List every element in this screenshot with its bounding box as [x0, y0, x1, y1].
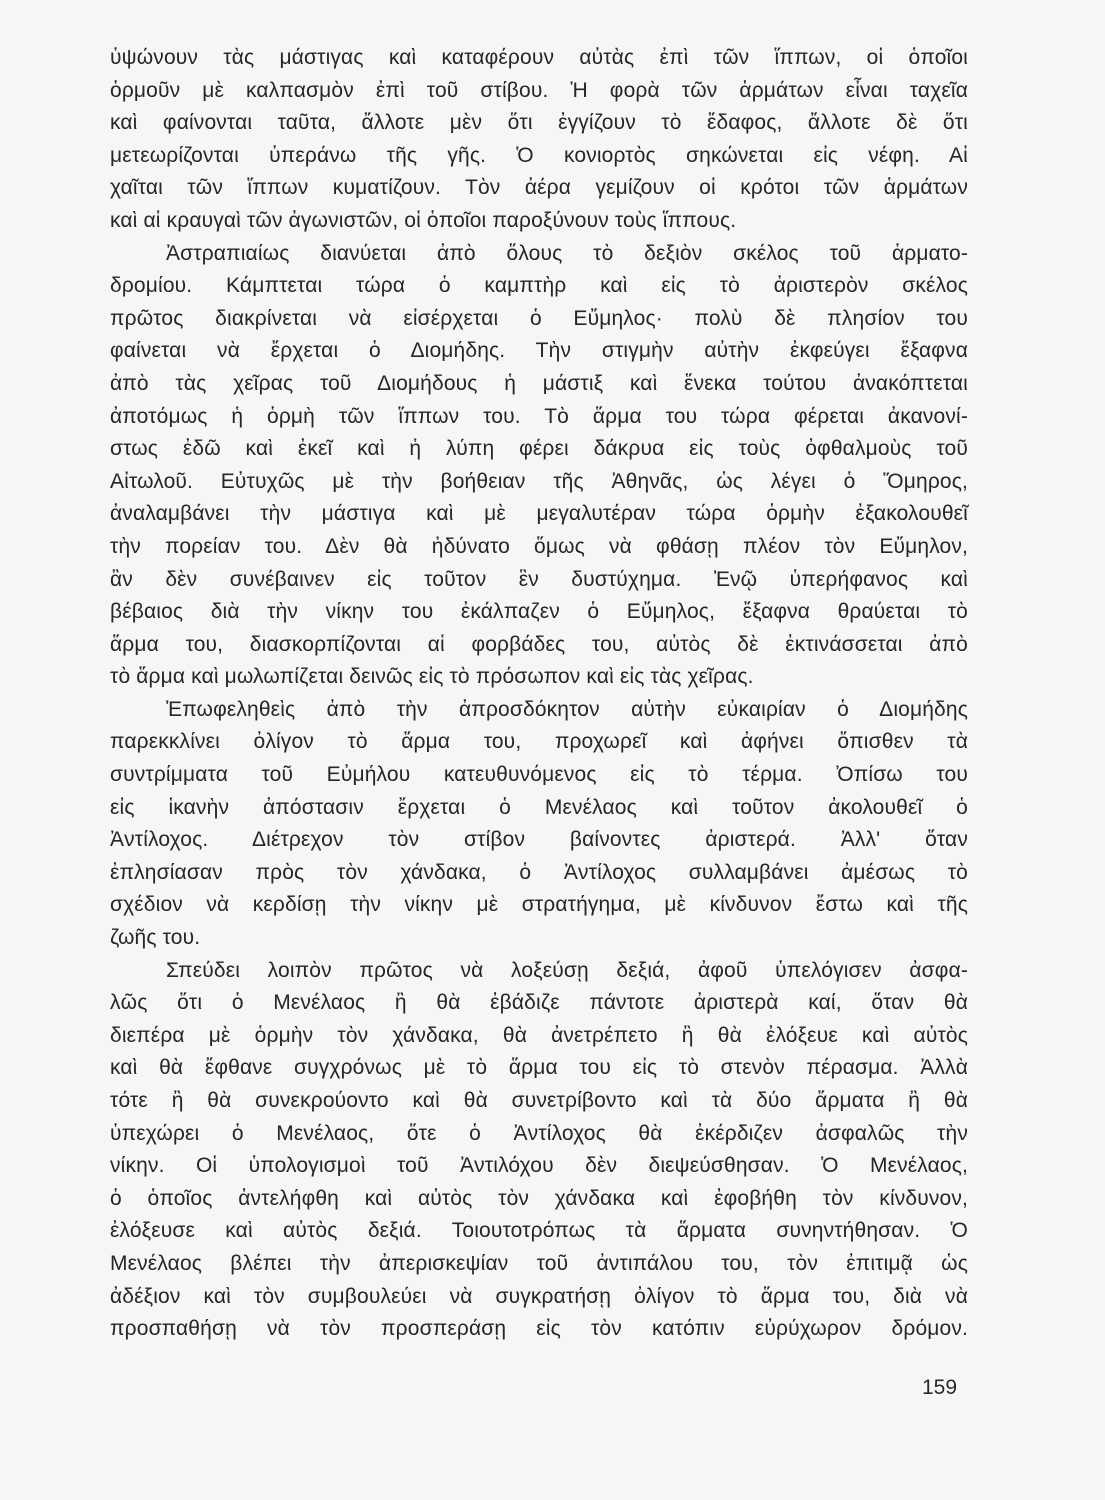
text-line: χαῖται τῶν ἵππων κυματίζουν. Τὸν ἀέρα γεμίζουν οἱ κρότοι τῶν ἁρμάτων [110, 176, 968, 200]
text-line: Αἰτωλοῦ. Εὐτυχῶς μὲ τὴν βοήθειαν τῆς Ἀθηνᾶς, ὡς λέγει ὁ Ὅμηρος, [110, 469, 968, 493]
text-line: συντρίμματα τοῦ Εὐμήλου κατευθυνόμενος εἰς τὸ τέρμα. Ὀπίσω του [110, 763, 968, 787]
text-line: ὑπεχώρει ὁ Μενέλαος, ὅτε ὁ Ἀντίλοχος θὰ ἐκέρδιζεν ἀσφαλῶς τὴν [110, 1121, 968, 1145]
text-line: τὴν πορείαν του. Δὲν θὰ ἠδύνατο ὅμως νὰ φθάσῃ πλέον τὸν Εὔμηλον, [110, 534, 968, 558]
text-line: στως ἐδῶ καὶ ἐκεῖ καὶ ἡ λύπη φέρει δάκρυα εἰς τοὺς ὀφθαλμοὺς τοῦ [110, 437, 968, 461]
text-line: δρομίου. Κάμπτεται τώρα ὁ καμπτὴρ καὶ εἰς τὸ ἀριστερὸν σκέλος [110, 274, 968, 298]
text-line: σχέδιον νὰ κερδίσῃ τὴν νίκην μὲ στρατήγημα, μὲ κίνδυνον ἔστω καὶ τῆς [110, 893, 968, 917]
text-line: παρεκκλίνει ὀλίγον τὸ ἅρμα του, προχωρεῖ καὶ ἀφήνει ὄπισθεν τὰ [110, 730, 968, 754]
text-line: ὁρμοῦν μὲ καλπασμὸν ἐπὶ τοῦ στίβου. Ἡ φορὰ τῶν ἁρμάτων εἶναι ταχεῖα [110, 78, 968, 102]
text-line: Σπεύδει λοιπὸν πρῶτος νὰ λοξεύσῃ δεξιά, ἀφοῦ ὑπελόγισεν ἀσφα- [166, 958, 968, 982]
text-line: τότε ἢ θὰ συνεκρούοντο καὶ θὰ συνετρίβοντο καὶ τὰ δύο ἅρματα ἢ θὰ [110, 1089, 968, 1112]
text-line: ἀπὸ τὰς χεῖρας τοῦ Διομήδους ἡ μάστιξ καὶ ἕνεκα τούτου ἀνακόπτεται [110, 371, 968, 395]
text-line: τὸ ἅρμα καὶ μωλωπίζεται δεινῶς εἰς τὸ πρόσωπον καὶ εἰς τὰς χεῖρας. [110, 665, 754, 689]
text-line: καὶ θὰ ἔφθανε συγχρόνως μὲ τὸ ἅρμα του εἰς τὸ στενὸν πέρασμα. Ἀλλὰ [110, 1056, 968, 1080]
text-line: ἂν δὲν συνέβαινεν εἰς τοῦτον ἓν δυστύχημα. Ἐνῷ ὑπερήφανος καὶ [110, 567, 968, 591]
text-line: διεπέρα μὲ ὁρμὴν τὸν χάνδακα, θὰ ἀνετρέπετο ἢ θὰ ἐλόξευε καὶ αὐτὸς [110, 1023, 968, 1047]
text-line: λῶς ὅτι ὁ Μενέλαος ἢ θὰ ἐβάδιζε πάντοτε ἀριστερὰ καί, ὅταν θὰ [110, 991, 968, 1015]
text-line: Ἀστραπιαίως διανύεται ἀπὸ ὅλους τὸ δεξιὸν σκέλος τοῦ ἁρματο- [166, 241, 968, 265]
text-line: ἀποτόμως ἡ ὁρμὴ τῶν ἵππων του. Τὸ ἅρμα του τώρα φέρεται ἀκανονί- [110, 404, 968, 428]
text-line: ζωῆς του. [110, 926, 201, 950]
text-line: ἐλόξευσε καὶ αὐτὸς δεξιά. Τοιουτοτρόπως τὰ ἅρματα συνηντήθησαν. Ὁ [110, 1219, 968, 1243]
page-number: 159 [922, 1376, 958, 1399]
text-line: νίκην. Οἱ ὑπολογισμοὶ τοῦ Ἀντιλόχου δὲν διεψεύσθησαν. Ὁ Μενέλαος, [110, 1154, 968, 1178]
text-line: ὑψώνουν τὰς μάστιγας καὶ καταφέρουν αὐτὰς ἐπὶ τῶν ἵππων, οἱ ὁποῖοι [110, 46, 968, 69]
text-line: ἐπλησίασαν πρὸς τὸν χάνδακα, ὁ Ἀντίλοχος συλλαμβάνει ἀμέσως τὸ [110, 860, 968, 884]
text-line: ὁ ὁποῖος ἀντελήφθη καὶ αὐτὸς τὸν χάνδακα καὶ ἐφοβήθη τὸν κίνδυνον, [110, 1186, 968, 1210]
text-line: ἅρμα του, διασκορπίζονται αἱ φορβάδες του, αὐτὸς δὲ ἐκτινάσσεται ἀπὸ [110, 632, 968, 656]
text-line: πρῶτος διακρίνεται νὰ εἰσέρχεται ὁ Εὔμηλος· πολὺ δὲ πλησίον του [110, 306, 968, 330]
text-line: μετεωρίζονται ὑπεράνω τῆς γῆς. Ὁ κονιορτὸς σηκώνεται εἰς νέφη. Αἱ [110, 143, 968, 167]
text-line: φαίνεται νὰ ἔρχεται ὁ Διομήδης. Τὴν στιγμὴν αὐτὴν ἐκφεύγει ἔξαφνα [110, 339, 968, 363]
text-line: προσπαθήσῃ νὰ τὸν προσπεράσῃ εἰς τὸν κατόπιν εὐρύχωρον δρόμον. [110, 1317, 968, 1341]
text-line: ἀναλαμβάνει τὴν μάστιγα καὶ μὲ μεγαλυτέραν τώρα ὁρμὴν ἐξακολουθεῖ [110, 502, 968, 526]
text-line: Ἀντίλοχος. Διέτρεχον τὸν στίβον βαίνοντες ἀριστερά. Ἀλλ' ὅταν [110, 828, 968, 852]
text-line: εἰς ἱκανὴν ἀπόστασιν ἔρχεται ὁ Μενέλαος καὶ τοῦτον ἀκολουθεῖ ὁ [110, 795, 968, 819]
text-line: Μενέλαος βλέπει τὴν ἀπερισκεψίαν τοῦ ἀντιπάλου του, τὸν ἐπιτιμᾷ ὡς [110, 1251, 968, 1275]
text-line: καὶ φαίνονται ταῦτα, ἄλλοτε μὲν ὅτι ἐγγίζουν τὸ ἔδαφος, ἄλλοτε δὲ ὅτι [110, 111, 968, 135]
body-text [110, 42, 968, 1346]
text-line: βέβαιος διὰ τὴν νίκην του ἐκάλπαζεν ὁ Εὔμηλος, ἔξαφνα θραύεται τὸ [110, 600, 968, 624]
text-line: Ἐπωφεληθεὶς ἀπὸ τὴν ἀπροσδόκητον αὐτὴν εὐκαιρίαν ὁ Διομήδης [166, 697, 968, 721]
text-line: ἀδέξιον καὶ τὸν συμβουλεύει νὰ συγκρατήσῃ ὀλίγον τὸ ἅρμα του, διὰ νὰ [110, 1284, 968, 1308]
text-line: καὶ αἱ κραυγαὶ τῶν ἀγωνιστῶν, οἱ ὁποῖοι παροξύνουν τοὺς ἵππους. [110, 208, 737, 232]
